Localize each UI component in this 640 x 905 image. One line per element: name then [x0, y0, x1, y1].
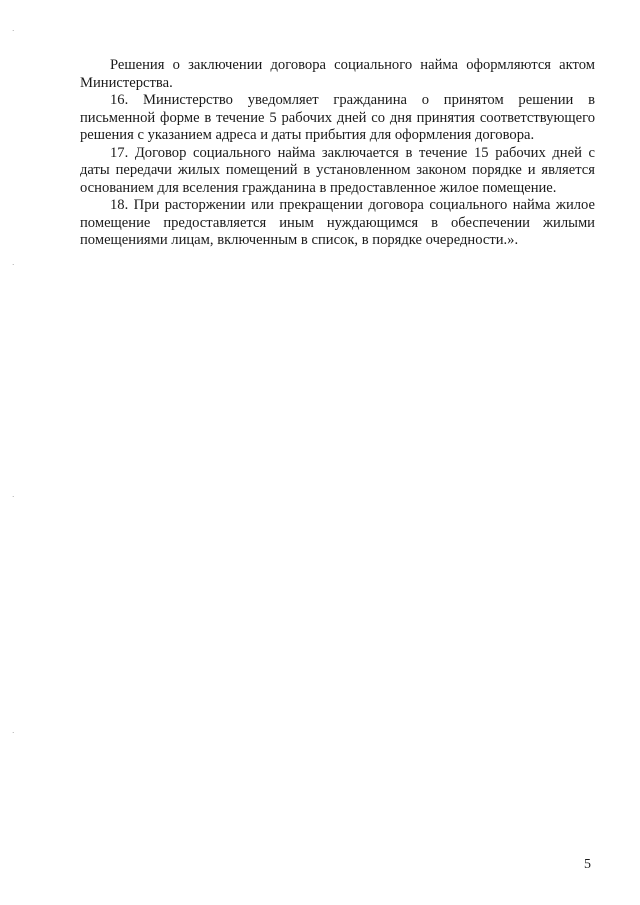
paragraph-16-notification: 16. Министерство уведомляет гражданина о принятом решении в письменной форме в течение 5 рабочих дней со дня принятия соответствующего решения с указанием адреса и даты прибытия для оформления договора.: [80, 92, 595, 143]
paragraph-decision-act: Решения о заключении договора социального найма оформляются актом Министерства.: [80, 57, 595, 91]
scan-speck: ·: [12, 261, 15, 269]
page-number: 5: [584, 857, 591, 872]
paragraph-18-termination: 18. При расторжении или прекращении договора социального найма жилое помещение предоставляется иным нуждающимся в обеспечении жилыми помещениями лицам, включенным в список, в порядке очередности.».: [80, 197, 595, 248]
scan-speck: ·: [12, 729, 15, 737]
document-body: [80, 57, 595, 250]
paragraph-17-contract-term: 17. Договор социального найма заключается в течение 15 рабочих дней с даты передачи жилых помещений в установленном законом порядке и является основанием для вселения гражданина в предоставленное жилое помещение.: [80, 144, 595, 196]
scan-speck: ·: [12, 27, 15, 35]
scan-speck: ·: [12, 493, 15, 501]
